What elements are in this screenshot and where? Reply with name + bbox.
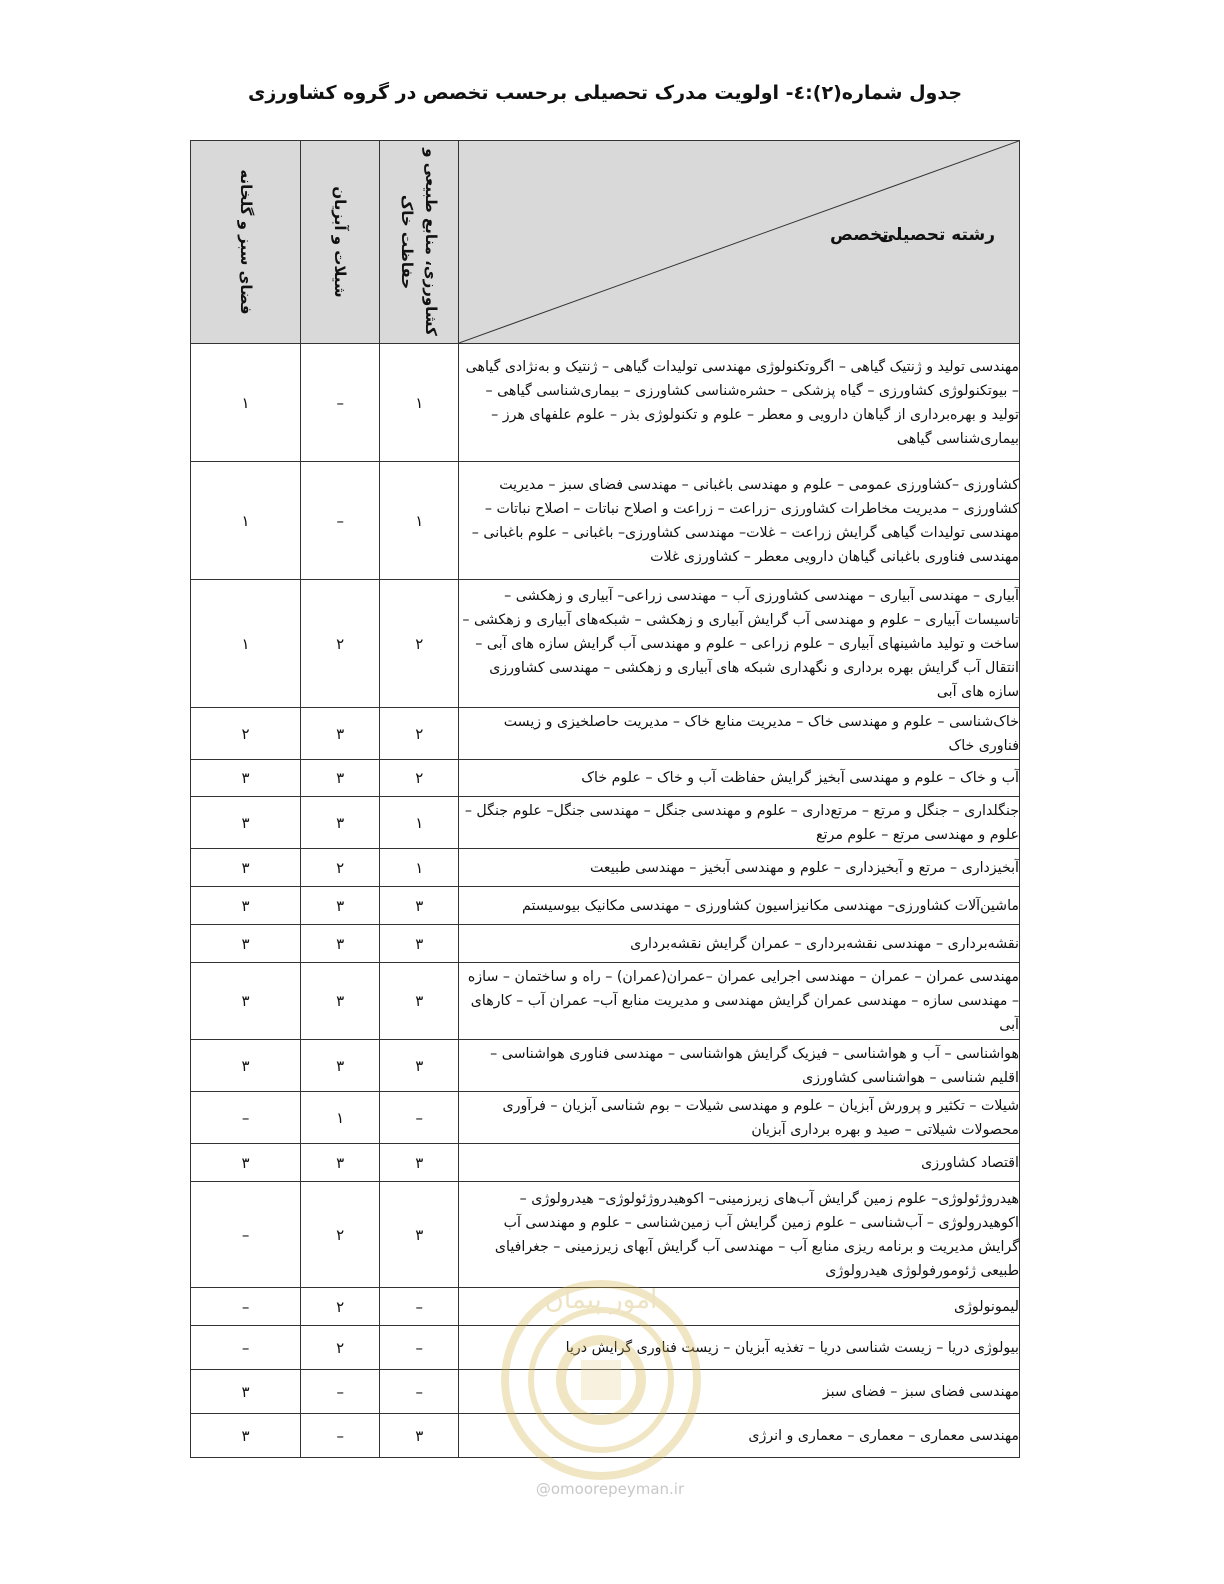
cell-fisheries-priority: ۳ <box>301 887 380 925</box>
table-row <box>191 1182 1020 1288</box>
cell-major-text: آبخیزداری – مرتع و آبخیزداری – علوم و مهندسی آبخیز – مهندسی طبیعت <box>459 849 1020 887</box>
cell-greenspace-priority: – <box>191 1326 301 1370</box>
cell-greenspace-priority: ۳ <box>191 963 301 1040</box>
cell-agriculture-priority: ۳ <box>380 1144 459 1182</box>
table-row <box>191 1414 1020 1458</box>
cell-greenspace-priority: ۱ <box>191 344 301 462</box>
cell-agriculture-priority: ۱ <box>380 849 459 887</box>
cell-agriculture-priority: ۱ <box>380 344 459 462</box>
cell-fisheries-priority: ۳ <box>301 963 380 1040</box>
cell-agriculture-priority: ۳ <box>380 1040 459 1092</box>
table-row <box>191 760 1020 797</box>
header-col-fisheries-label: شیلات و آبزیان <box>331 186 350 298</box>
table-header-row <box>191 141 1020 344</box>
cell-major-text: مهندسی تولید و ژنتیک گیاهی – اگروتکنولوژی مهندسی تولیدات گیاهی – ژنتیک و به‌نژادی گیاهی – بیوتکنولوژی کشاورزی – گیاه پزشکی – حشره‌شناسی کشاورزی – بیماری‌شناسی گیاهی – تولید و بهره‌برداری از گیاهان دارویی و معطر – علوم و تکنولوژی بذر – علوم علفهای هرز – بیماری‌شناسی گیاهی <box>459 344 1020 462</box>
cell-greenspace-priority: ۳ <box>191 1414 301 1458</box>
cell-greenspace-priority: – <box>191 1092 301 1144</box>
header-major-specialty-cell <box>459 141 1020 344</box>
header-col-agriculture <box>380 141 459 344</box>
header-col-greenspace <box>191 141 301 344</box>
cell-greenspace-priority: – <box>191 1288 301 1326</box>
cell-major-text: مهندسی فضای سبز – فضای سبز <box>459 1370 1020 1414</box>
cell-greenspace-priority: – <box>191 1182 301 1288</box>
cell-agriculture-priority: ۱ <box>380 797 459 849</box>
cell-agriculture-priority: – <box>380 1288 459 1326</box>
header-major-label: رشته تحصیلی <box>878 225 995 245</box>
table-row <box>191 462 1020 580</box>
cell-greenspace-priority: ۱ <box>191 462 301 580</box>
cell-major-text: هیدروژئولوژی– علوم زمین گرایش آب‌های زیرزمینی– اکوهیدروژئولوژی– هیدرولوژی – اکوهیدرولوژی – آب‌شناسی – علوم زمین گرایش آب زمین‌شناسی – علوم و مهندسی آب گرایش مدیریت و برنامه ریزی منابع آب – مهندسی آب گرایش آبهای زیرزمینی – جغرافیای طبیعی ژئومورفولوژی هیدرولوژی <box>459 1182 1020 1288</box>
page-title: جدول شماره(۲):٤- اولویت مدرک تحصیلی برحسب تخصص در گروه کشاورزی <box>247 82 963 104</box>
cell-agriculture-priority: – <box>380 1370 459 1414</box>
table-row <box>191 708 1020 760</box>
table-row <box>191 797 1020 849</box>
table-body <box>191 344 1020 1458</box>
cell-fisheries-priority: ۲ <box>301 580 380 708</box>
table-row <box>191 1370 1020 1414</box>
cell-fisheries-priority: ۳ <box>301 760 380 797</box>
cell-fisheries-priority: – <box>301 462 380 580</box>
cell-agriculture-priority: – <box>380 1092 459 1144</box>
cell-greenspace-priority: ۳ <box>191 797 301 849</box>
cell-greenspace-priority: ۳ <box>191 849 301 887</box>
cell-fisheries-priority: – <box>301 1414 380 1458</box>
cell-greenspace-priority: ۳ <box>191 1370 301 1414</box>
cell-major-text: اقتصاد کشاورزی <box>459 1144 1020 1182</box>
cell-major-text: مهندسی معماری – معماری – معماری و انرژی <box>459 1414 1020 1458</box>
watermark-text: امور پیمان <box>544 1285 658 1315</box>
table-row <box>191 344 1020 462</box>
table-row <box>191 849 1020 887</box>
cell-greenspace-priority: ۱ <box>191 580 301 708</box>
table-row <box>191 887 1020 925</box>
cell-fisheries-priority: ۳ <box>301 1040 380 1092</box>
cell-major-text: کشاورزی –کشاورزی عمومی – علوم و مهندسی باغبانی – مهندسی فضای سبز – مدیریت کشاورزی – مدیریت مخاطرات کشاورزی –زراعت – زراعت و اصلاح نباتات – اصلاح نباتات – مهندسی تولیدات گیاهی گرایش زراعت – غلات– مهندسی کشاورزی– باغبانی – علوم باغبانی – مهندسی فناوری باغبانی گیاهان دارویی معطر – کشاورزی غلات <box>459 462 1020 580</box>
table-row <box>191 963 1020 1040</box>
cell-fisheries-priority: ۳ <box>301 797 380 849</box>
footer-watermark-text: @omoorepeyman.ir <box>535 1480 685 1498</box>
table-row <box>191 1326 1020 1370</box>
cell-major-text: جنگلداری – جنگل و مرتع – مرتع‌داری – علوم و مهندسی جنگل – مهندسی جنگل– علوم جنگل – علوم و مهندسی مرتع – علوم مرتع <box>459 797 1020 849</box>
cell-fisheries-priority: ۲ <box>301 849 380 887</box>
table-row <box>191 1092 1020 1144</box>
cell-agriculture-priority: ۱ <box>380 462 459 580</box>
cell-fisheries-priority: ۳ <box>301 708 380 760</box>
table-row <box>191 1144 1020 1182</box>
cell-fisheries-priority: ۱ <box>301 1092 380 1144</box>
cell-major-text: بیولوژی دریا – زیست شناسی دریا – تغذیه آبزیان – زیست فناوری گرایش دریا <box>459 1326 1020 1370</box>
cell-major-text: آبیاری – مهندسی آبیاری – مهندسی کشاورزی آب – مهندسی زراعی– آبیاری و زهکشی – تاسیسات آبیاری – علوم و مهندسی آب گرایش آبیاری و زهکشی – شبکه‌های آبیاری و زهکشی – ساخت و تولید ماشینهای آبیاری – علوم زراعی – علوم و مهندسی آب گرایش سازه های آبی – انتقال آب گرایش بهره برداری و نگهداری شبکه های آبیاری و زهکشی – مهندسی کشاورزی سازه های آبی <box>459 580 1020 708</box>
cell-agriculture-priority: ۲ <box>380 760 459 797</box>
header-col-agriculture-label: کشاورزی، منابع طبیعی و حفاظت خاک <box>398 148 441 336</box>
cell-greenspace-priority: ۳ <box>191 760 301 797</box>
cell-agriculture-priority: ۳ <box>380 1414 459 1458</box>
cell-fisheries-priority: – <box>301 1370 380 1414</box>
cell-greenspace-priority: ۳ <box>191 925 301 963</box>
cell-fisheries-priority: ۳ <box>301 925 380 963</box>
cell-major-text: مهندسی عمران – عمران – مهندسی اجرایی عمران –عمران(عمران) – راه و ساختمان – سازه – مهندسی سازه – مهندسی عمران گرایش مهندسی و مدیریت منابع آب– عمران آب – کارهای آبی <box>459 963 1020 1040</box>
cell-greenspace-priority: ۳ <box>191 1144 301 1182</box>
cell-agriculture-priority: ۲ <box>380 708 459 760</box>
cell-major-text: نقشه‌برداری – مهندسی نقشه‌برداری – عمران گرایش نقشه‌برداری <box>459 925 1020 963</box>
cell-agriculture-priority: ۳ <box>380 1182 459 1288</box>
table-row <box>191 580 1020 708</box>
cell-fisheries-priority: ۳ <box>301 1144 380 1182</box>
cell-agriculture-priority: ۲ <box>380 580 459 708</box>
cell-major-text: هواشناسی – آب و هواشناسی – فیزیک گرایش هواشناسی – مهندسی فناوری هواشناسی – اقلیم شناسی – هواشناسی کشاورزی <box>459 1040 1020 1092</box>
cell-greenspace-priority: ۳ <box>191 887 301 925</box>
cell-fisheries-priority: ۲ <box>301 1326 380 1370</box>
cell-agriculture-priority: ۳ <box>380 887 459 925</box>
header-col-greenspace-label: فضای سبز و گلخانه <box>236 169 255 315</box>
priority-table <box>190 140 1020 1458</box>
cell-fisheries-priority: – <box>301 344 380 462</box>
cell-agriculture-priority: ۳ <box>380 925 459 963</box>
cell-fisheries-priority: ۲ <box>301 1288 380 1326</box>
cell-major-text: شیلات – تکثیر و پرورش آبزیان – علوم و مهندسی شیلات – بوم شناسی آبزیان – فرآوری محصولات شیلاتی – صید و بهره برداری آبزیان <box>459 1092 1020 1144</box>
cell-major-text: خاک‌شناسی – علوم و مهندسی خاک – مدیریت منابع خاک – مدیریت حاصلخیزی و زیست فناوری خاک <box>459 708 1020 760</box>
cell-agriculture-priority: – <box>380 1326 459 1370</box>
cell-major-text: آب و خاک – علوم و مهندسی آبخیز گرایش حفاظت آب و خاک – علوم خاک <box>459 760 1020 797</box>
cell-major-text: لیمونولوژی <box>459 1288 1020 1326</box>
cell-greenspace-priority: ۳ <box>191 1040 301 1092</box>
cell-greenspace-priority: ۲ <box>191 708 301 760</box>
cell-fisheries-priority: ۲ <box>301 1182 380 1288</box>
header-specialty-label: تخصص <box>830 225 889 245</box>
cell-major-text: ماشین‌آلات کشاورزی– مهندسی مکانیزاسیون کشاورزی – مهندسی مکانیک بیوسیستم <box>459 887 1020 925</box>
table-row <box>191 1288 1020 1326</box>
table-row <box>191 1040 1020 1092</box>
table-row <box>191 925 1020 963</box>
cell-agriculture-priority: ۳ <box>380 963 459 1040</box>
header-col-fisheries <box>301 141 380 344</box>
